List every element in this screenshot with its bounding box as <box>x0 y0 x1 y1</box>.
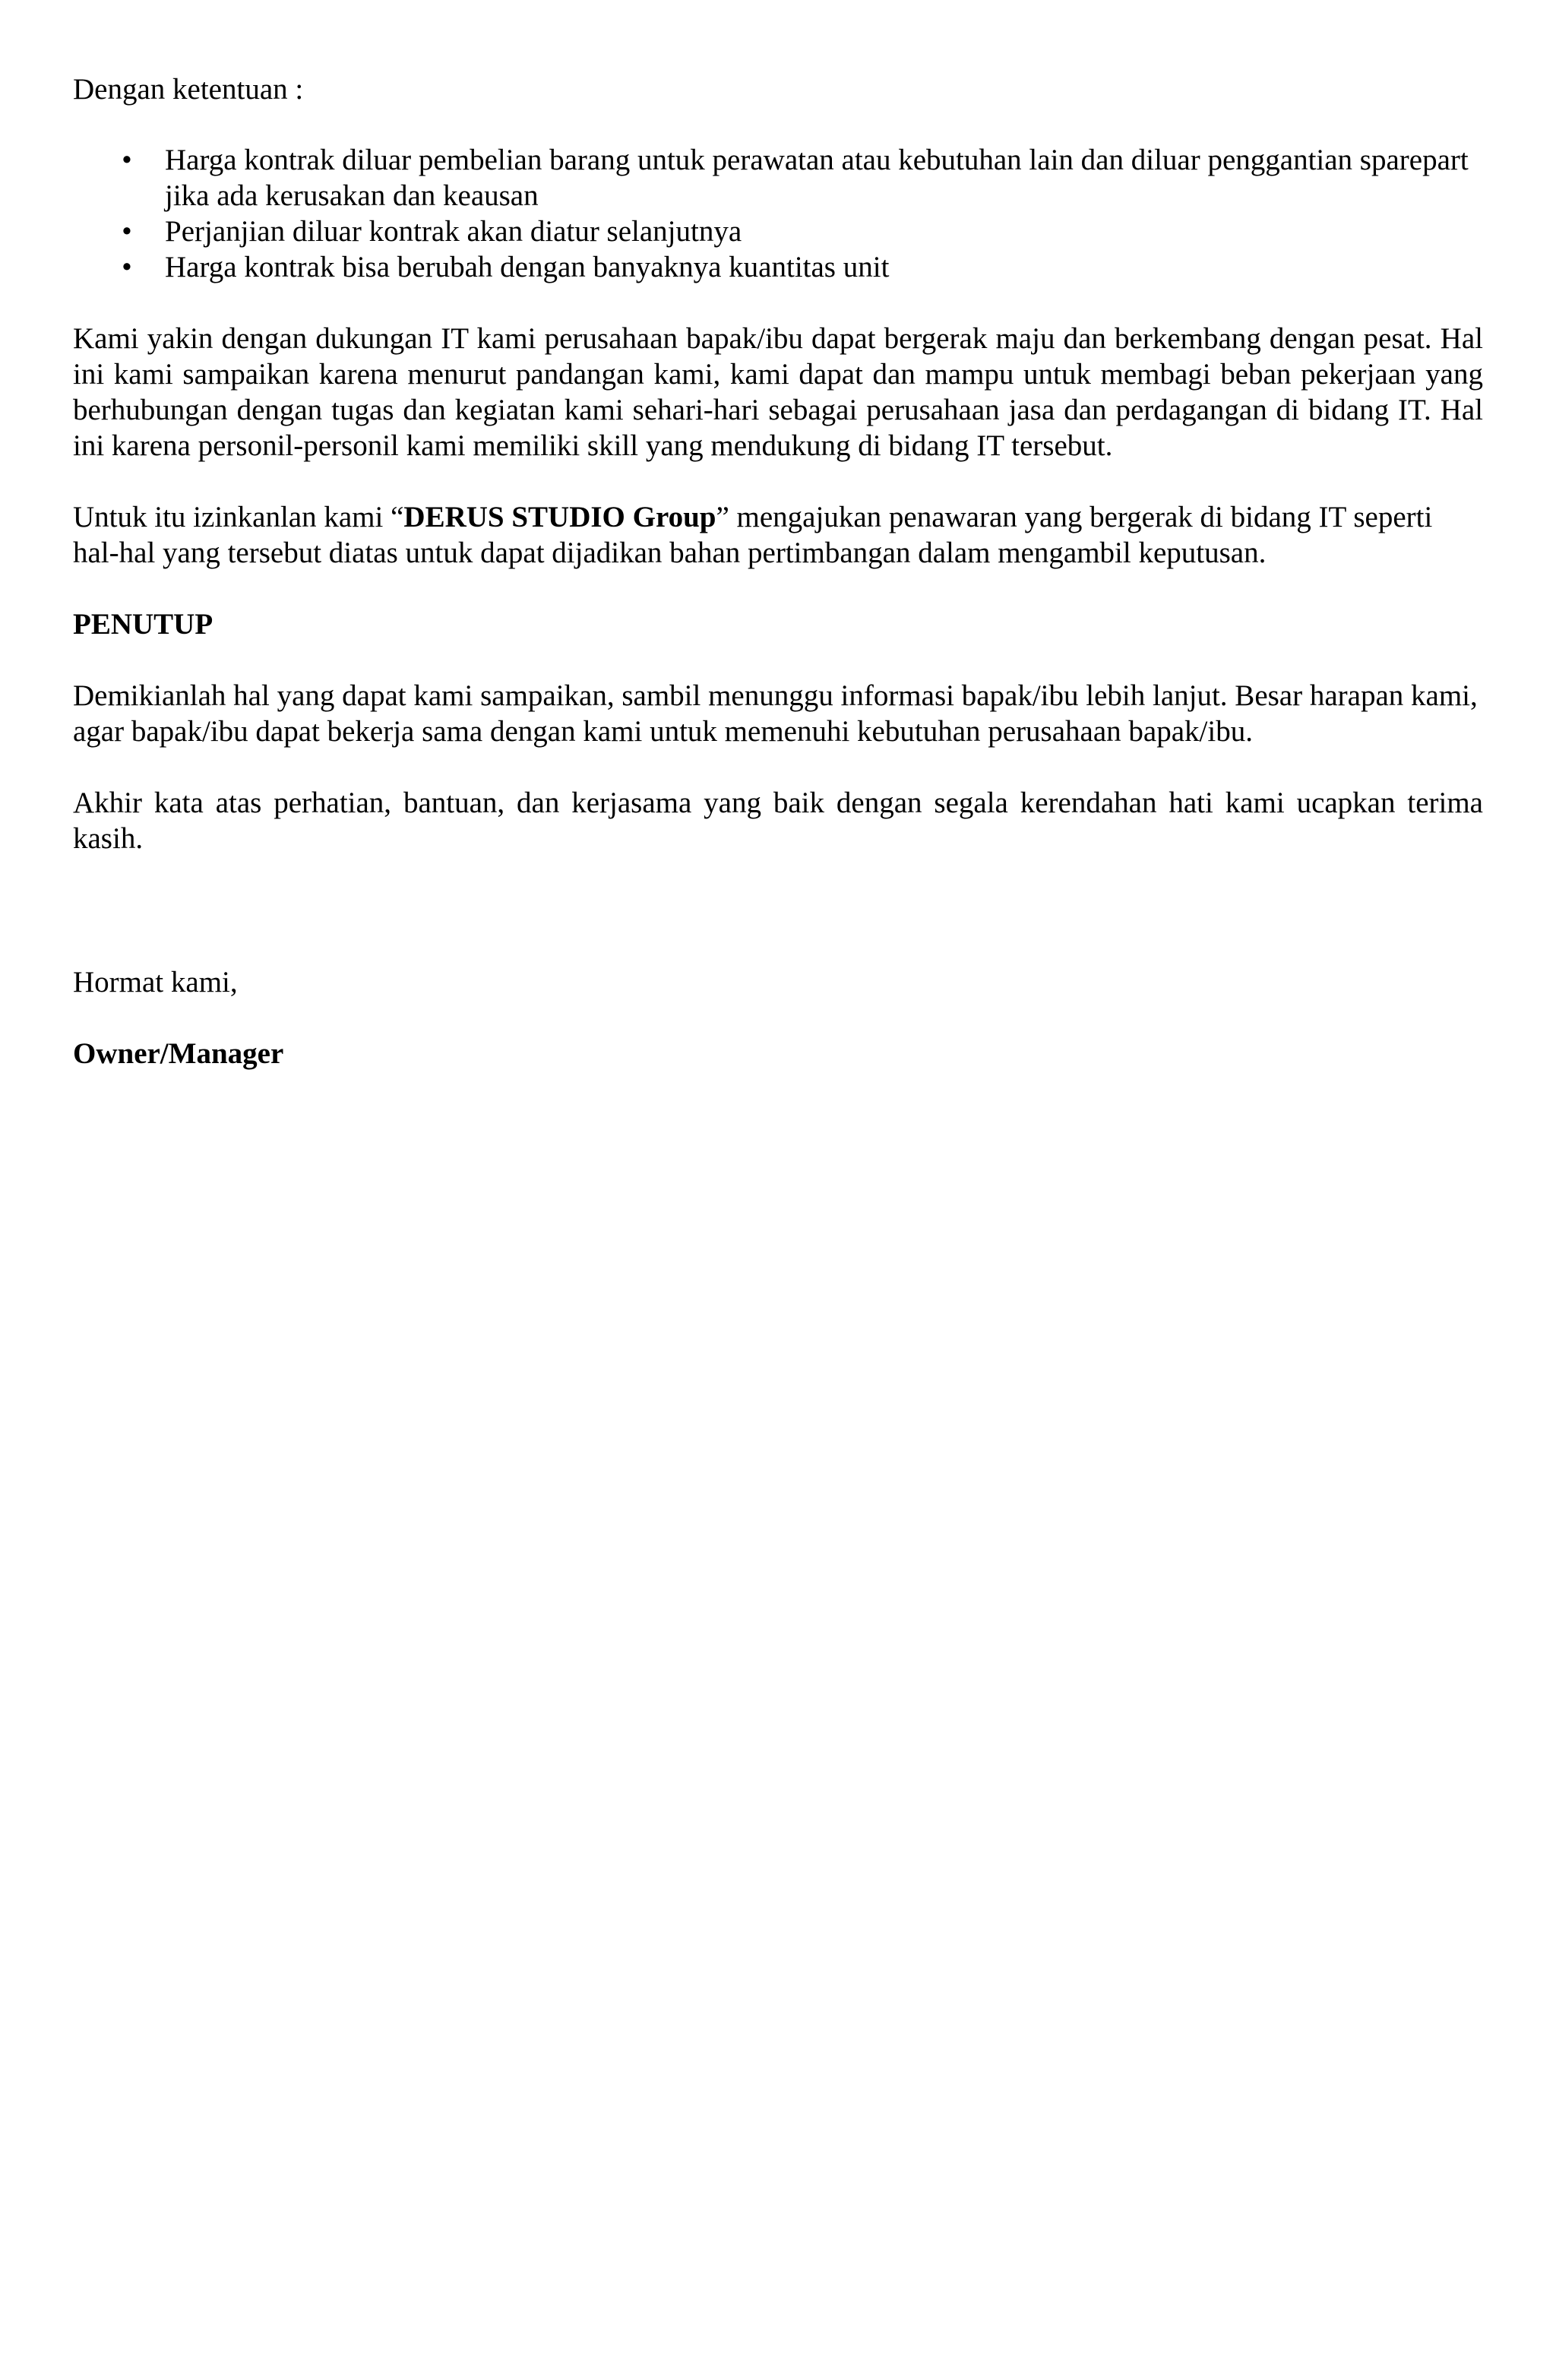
company-name: DERUS STUDIO Group <box>403 501 716 533</box>
closing-paragraph: Demikianlah hal yang dapat kami sampaikan, sambil menunggu informasi bapak/ibu lebih lanjut. Besar harapan kami, agar bapak/ibu dapat bekerja sama dengan kami untuk memenuhi kebutuhan perusahaan bapak/ibu. <box>73 679 1478 748</box>
condition-item <box>73 142 1483 214</box>
bullet-icon: • <box>122 144 132 176</box>
bullet-icon: • <box>122 251 132 283</box>
condition-text: Harga kontrak diluar pembelian barang untuk perawatan atau kebutuhan lain dan diluar penggantian sparepart jika ada kerusakan dan keausan <box>165 144 1469 212</box>
closing-heading: PENUTUP <box>73 608 213 641</box>
bullet-icon: • <box>122 215 132 248</box>
offer-paragraph <box>73 499 1483 571</box>
offer-text-after: ” mengajukan penawaran yang bergerak di bidang IT seperti hal-hal yang tersebut diatas untuk dapat dijadikan bahan pertimbangan dalam mengambil keputusan. <box>73 501 1433 569</box>
condition-item <box>73 249 1483 285</box>
conditions-intro: Dengan ketentuan : <box>73 73 304 106</box>
conditions-list <box>73 142 1483 285</box>
thanks-paragraph: Akhir kata atas perhatian, bantuan, dan kerjasama yang baik dengan segala kerendahan hati kami ucapkan terima kasih. <box>73 786 1483 855</box>
condition-text: Harga kontrak bisa berubah dengan banyaknya kuantitas unit <box>165 251 890 283</box>
letter-body <box>73 71 1483 1071</box>
support-paragraph: Kami yakin dengan dukungan IT kami perusahaan bapak/ibu dapat bergerak maju dan berkembang dengan pesat. Hal ini kami sampaikan karena menurut pandangan kami, kami dapat dan mampu untuk membagi beban pekerjaan yang berhubungan dengan tugas dan kegiatan kami sehari-hari sebagai perusahaan jasa dan perdagangan di bidang IT. Hal ini karena personil-personil kami memiliki skill yang mendukung di bidang IT tersebut. <box>73 322 1483 462</box>
regards-text: Hormat kami, <box>73 966 238 999</box>
condition-item <box>73 214 1483 249</box>
signatory-title: Owner/Manager <box>73 1037 284 1070</box>
condition-text: Perjanjian diluar kontrak akan diatur selanjutnya <box>165 215 742 248</box>
signature-spacer <box>73 892 1483 964</box>
offer-text-before: Untuk itu izinkanlan kami “ <box>73 501 404 533</box>
